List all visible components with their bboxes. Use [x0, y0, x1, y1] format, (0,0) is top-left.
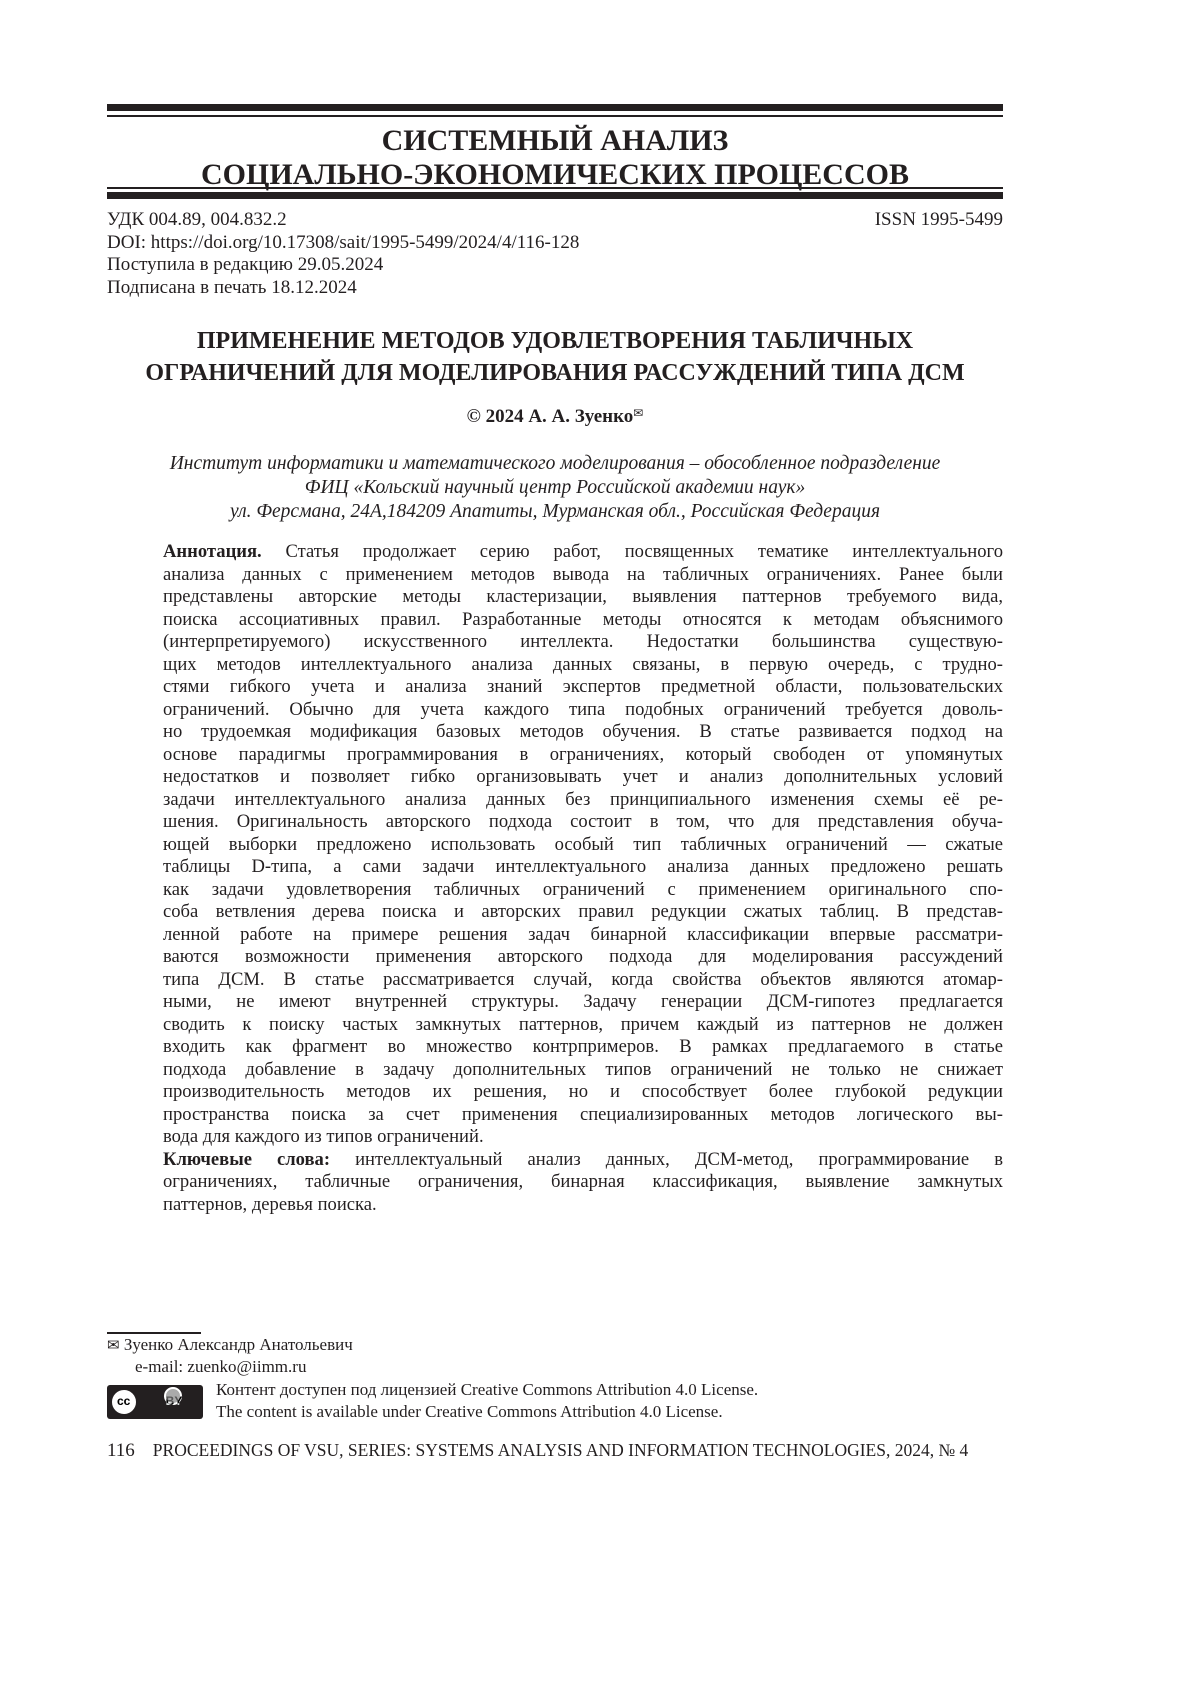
journal-section-title-line: СИСТЕМНЫЙ АНАЛИЗ — [107, 124, 1003, 158]
abstract-line — [163, 991, 1003, 1014]
abstract-text: стями гибкого учета и анализа знаний экспертов предметной области, пользовательских — [163, 676, 1003, 697]
abstract-text: вода для каждого из типов ограничений. — [163, 1126, 484, 1147]
keywords-line — [163, 1149, 1003, 1172]
affiliation-line: ФИЦ «Кольский научный центр Российской академии наук» — [107, 476, 1003, 500]
abstract-text: типа ДСМ. В статье рассматривается случай, когда свойства объектов являются атомар- — [163, 969, 1003, 990]
abstract-text: сводить к поиску частых замкнутых паттернов, причем каждый из паттернов не должен — [163, 1014, 1003, 1035]
license-badge-text: cc BY — [117, 1394, 182, 1408]
header-rule-thin-bottom — [107, 187, 1003, 189]
abstract-line — [163, 631, 1003, 654]
abstract-line — [163, 1104, 1003, 1127]
abstract-line — [163, 1059, 1003, 1082]
footnote-email[interactable]: e-mail: zuenko@iimm.ru — [135, 1356, 306, 1378]
journal-running-title: PROCEEDINGS OF VSU, SERIES: SYSTEMS ANALYSIS AND INFORMATION TECHNOLOGIES, 2024, № 4 — [153, 1440, 969, 1460]
license-text — [216, 1379, 758, 1423]
abstract-text: ющей выборки предложено использовать особый тип табличных ограничений — сжатые — [163, 834, 1003, 855]
license-en: The content is available under Creative Commons Attribution 4.0 License. — [216, 1401, 758, 1423]
abstract-text: но трудоемкая модификация базовых методов обучения. В статье развивается подход на — [163, 721, 1003, 742]
header-rule-thin-top — [107, 115, 1003, 117]
keywords-text: паттернов, деревья поиска. — [163, 1194, 377, 1215]
signed-date: Подписана в печать 18.12.2024 — [107, 277, 1003, 300]
keywords-text: интеллектуальный анализ данных, ДСМ-метод, программирование в — [355, 1149, 1003, 1170]
abstract-line — [163, 564, 1003, 587]
abstract-line — [163, 654, 1003, 677]
abstract-line — [163, 744, 1003, 767]
abstract-line — [163, 609, 1003, 632]
abstract-text: поиска ассоциативных правил. Разработанные методы относятся к методам объяснимого — [163, 609, 1003, 630]
affiliation-line: ул. Ферсмана, 24А,184209 Апатиты, Мурманская обл., Российская Федерация — [107, 500, 1003, 524]
keywords-line — [163, 1194, 1003, 1217]
abstract-text: ограничений. Обычно для учета каждого типа подобных ограничений требуется доволь- — [163, 699, 1003, 720]
envelope-icon: ✉ — [633, 406, 643, 420]
envelope-icon: ✉ — [107, 1338, 120, 1354]
journal-section-title-line: СОЦИАЛЬНО-ЭКОНОМИЧЕСКИХ ПРОЦЕССОВ — [107, 158, 1003, 192]
abstract-line — [163, 721, 1003, 744]
abstract-line — [163, 834, 1003, 857]
issn: ISSN 1995-5499 — [875, 209, 1003, 232]
abstract-text: пространства поиска за счет применения специализированных методов логического вы- — [163, 1104, 1003, 1125]
article-meta — [107, 209, 1003, 299]
abstract-text: (интерпретируемого) искусственного интеллекта. Недостатки большинства существую- — [163, 631, 1003, 652]
abstract-label: Аннотация. — [163, 541, 262, 562]
abstract-line — [163, 1014, 1003, 1037]
abstract-line — [163, 789, 1003, 812]
abstract-text: представлены авторские методы кластеризации, выявления паттернов требуемого вида, — [163, 586, 1003, 607]
abstract-line — [163, 811, 1003, 834]
abstract-text: производительность методов их решения, но и способствует более глубокой редукции — [163, 1081, 1003, 1102]
author-line — [107, 406, 1003, 428]
abstract-text: основе парадигмы программирования в ограничениях, который свободен от упомянутых — [163, 744, 1003, 765]
abstract-line — [163, 924, 1003, 947]
abstract-text: Статья продолжает серию работ, посвященных тематике интеллектуального — [286, 541, 1004, 562]
abstract-line — [163, 856, 1003, 879]
abstract-text: недостатков и позволяет гибко организовывать учет и анализ дополнительных условий — [163, 766, 1003, 787]
received-date: Поступила в редакцию 29.05.2024 — [107, 254, 1003, 277]
abstract-line — [163, 1126, 1003, 1149]
page-number: 116 — [107, 1440, 135, 1461]
keywords-text: ограничениях, табличные ограничения, бинарная классификация, выявление замкнутых — [163, 1171, 1003, 1192]
header-rule-thick-bottom — [107, 192, 1003, 199]
journal-section-title — [107, 124, 1003, 192]
keywords-label: Ключевые слова: — [163, 1149, 330, 1170]
cc-by-license-badge — [107, 1385, 203, 1419]
affiliation-line: Институт информатики и математического моделирования – обособленное подразделение — [107, 452, 1003, 476]
abstract-text: подхода добавление в задачу дополнительных типов ограничений не только не снижает — [163, 1059, 1003, 1080]
abstract-line — [163, 879, 1003, 902]
article-title-line: ОГРАНИЧЕНИЙ ДЛЯ МОДЕЛИРОВАНИЯ РАССУЖДЕНИЙ ТИПА ДСМ — [107, 357, 1003, 389]
abstract-text: ными, не имеют внутренней структуры. Задачу генерации ДСМ-гипотез предлагается — [163, 991, 1003, 1012]
article-title-line: ПРИМЕНЕНИЕ МЕТОДОВ УДОВЛЕТВОРЕНИЯ ТАБЛИЧНЫХ — [107, 325, 1003, 357]
abstract-line — [163, 699, 1003, 722]
abstract-line — [163, 541, 1003, 564]
abstract-text: соба ветвления дерева поиска и авторских правил редукции сжатых таблиц. В представ- — [163, 901, 1003, 922]
page-footer — [107, 1440, 1003, 1462]
udc: УДК 004.89, 004.832.2 — [107, 209, 1003, 232]
article-title — [107, 325, 1003, 389]
header-rule-thick-top — [107, 104, 1003, 111]
license-ru: Контент доступен под лицензией Creative Commons Attribution 4.0 License. — [216, 1379, 758, 1401]
abstract-line — [163, 946, 1003, 969]
abstract-text: анализа данных с применением методов вывода на табличных ограничениях. Ранее были — [163, 564, 1003, 585]
abstract-line — [163, 676, 1003, 699]
abstract-text: задачи интеллектуального анализа данных без принципиального изменения схемы её ре- — [163, 789, 1003, 810]
affiliation — [107, 452, 1003, 524]
abstract-text: шения. Оригинальность авторского подхода состоит в том, что для представления обуча- — [163, 811, 1003, 832]
abstract — [163, 541, 1003, 1216]
abstract-line — [163, 1081, 1003, 1104]
abstract-line — [163, 901, 1003, 924]
abstract-text: входить как фрагмент во множество контрпримеров. В рамках предлагаемого в статье — [163, 1036, 1003, 1057]
doi[interactable]: DOI: https://doi.org/10.17308/sait/1995-5499/2024/4/116-128 — [107, 232, 1003, 255]
abstract-line — [163, 766, 1003, 789]
footnote-author-name: Зуенко Александр Анатольевич — [124, 1335, 353, 1354]
author-name: © 2024 А. А. Зуенко — [467, 406, 634, 427]
footnote-author — [107, 1334, 353, 1357]
abstract-line — [163, 586, 1003, 609]
abstract-text: как задачи удовлетворения табличных ограничений с применением оригинального спо- — [163, 879, 1003, 900]
abstract-text: ваются возможности применения авторского подхода для моделирования рассуждений — [163, 946, 1003, 967]
abstract-text: ленной работе на примере решения задач бинарной классификации впервые рассматри- — [163, 924, 1003, 945]
abstract-text: щих методов интеллектуального анализа данных связаны, в первую очередь, с трудно- — [163, 654, 1003, 675]
abstract-line — [163, 969, 1003, 992]
abstract-text: таблицы D-типа, а сами задачи интеллектуального анализа данных предложено решать — [163, 856, 1003, 877]
keywords-line — [163, 1171, 1003, 1194]
abstract-line — [163, 1036, 1003, 1059]
